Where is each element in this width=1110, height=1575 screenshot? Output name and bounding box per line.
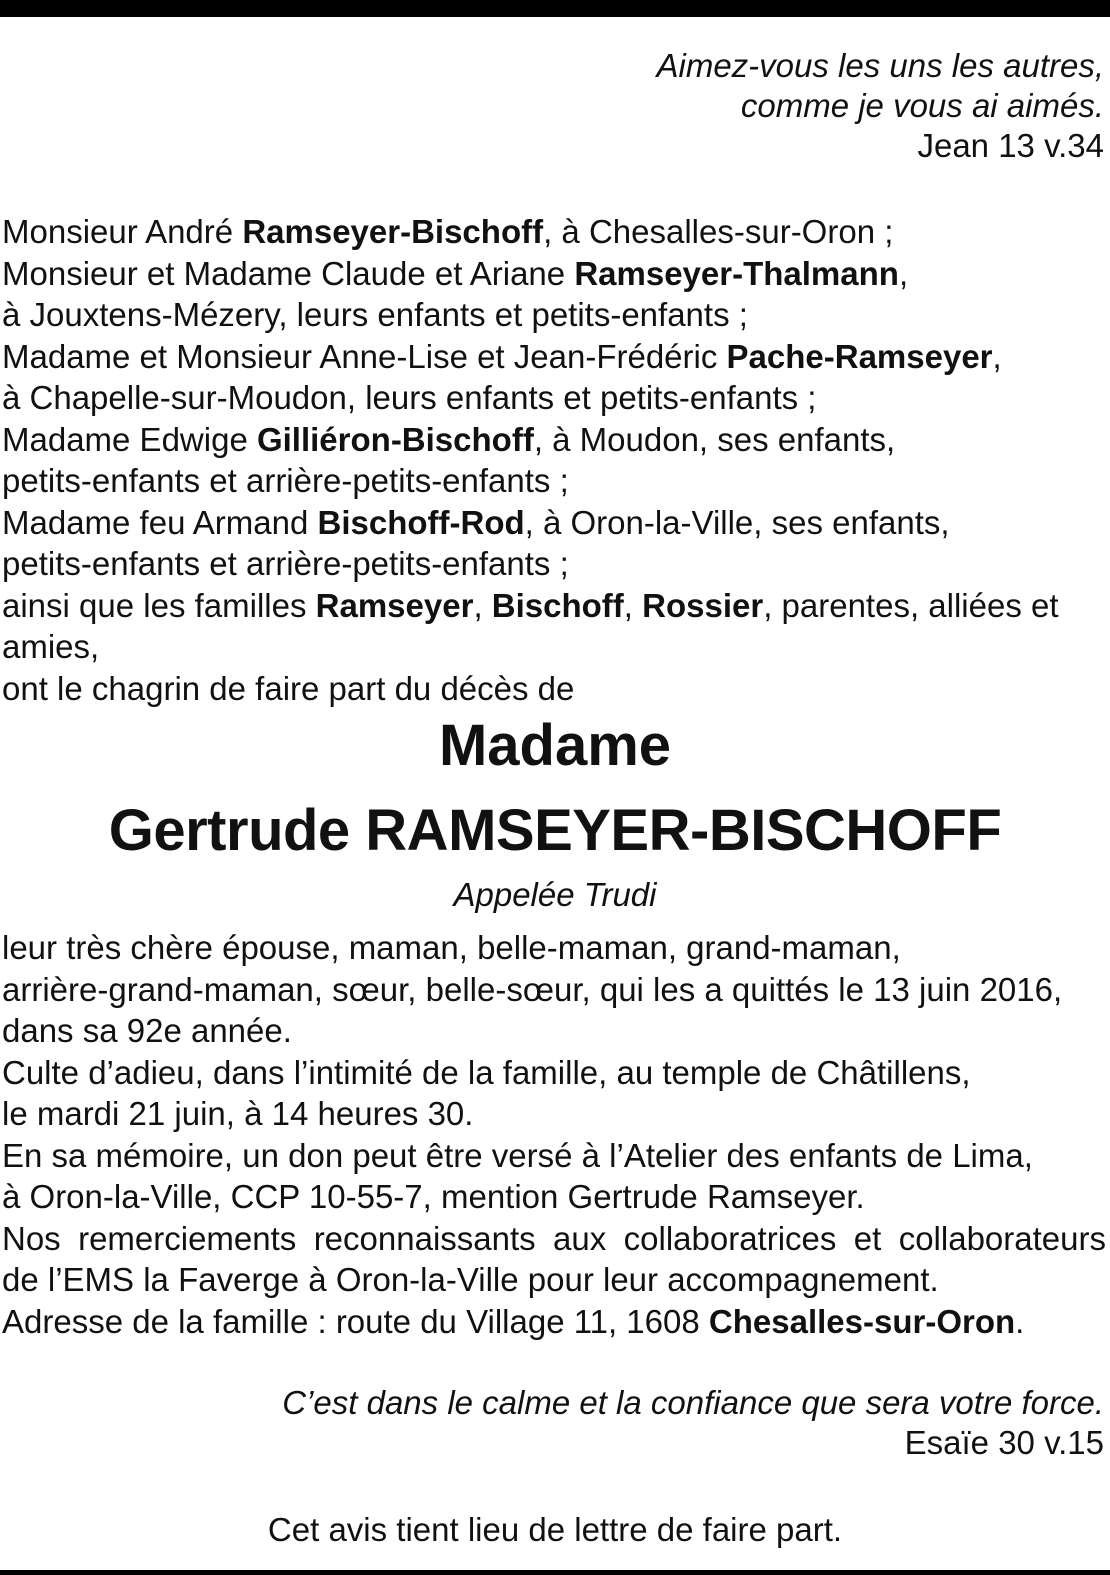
family-name-bold: Ramseyer-Bischoff [242,213,544,250]
family-name-bold: Bischoff [491,586,624,624]
body-line-2: arrière-grand-maman, sœur, belle-sœur, qui les a quittés le 13 juin 2016, [2,970,1063,1008]
text: , à Moudon, ses enfants, [533,420,896,458]
epigraph-top [656,46,1104,166]
text: ainsi que les familles [2,586,316,624]
family-line-9: petits-enfants et arrière-petits-enfants ; [2,545,569,582]
notice-body [2,927,1106,1342]
body-line-7: à Oron-la-Ville, CCP 10-55-7, mention Gertrude Ramseyer. [2,1178,865,1215]
family-announcement [2,211,1106,709]
epigraph-top-reference: Jean 13 v.34 [917,127,1104,164]
family-name-bold: Ramseyer [315,586,474,624]
body-line-8: Nos remerciements reconnaissants aux collaboratrices et collaborateurs [2,1219,1106,1257]
text: , à Oron-la-Ville, ses enfants, [524,503,950,541]
epigraph-bottom-line-1: C’est dans le calme et la confiance que sera votre force. [282,1384,1104,1421]
body-line-5: le mardi 21 juin, à 14 heures 30. [2,1095,474,1132]
family-line-11: amies, [2,628,100,665]
epigraph-bottom [282,1383,1104,1463]
deceased-honorific: Madame [438,713,672,778]
text: Madame et Monsieur Anne-Lise et Jean-Frédéric [2,337,727,375]
text: Adresse de la famille : route du Village 11, 1608 [2,1302,709,1340]
family-line-3: à Jouxtens-Mézery, leurs enfants et petits-enfants ; [2,296,748,333]
family-name-bold: Pache-Ramseyer [726,337,993,375]
family-line-6 [2,419,1106,461]
body-line-4: Culte d’adieu, dans l’intimité de la famille, au temple de Châtillens, [2,1053,971,1091]
family-line-7: petits-enfants et arrière-petits-enfants ; [2,462,569,499]
text: , [473,586,492,624]
text: , [623,586,643,624]
text: Madame Edwige [2,420,257,458]
epigraph-bottom-reference: Esaïe 30 v.15 [904,1424,1104,1461]
text: Madame feu Armand [2,503,318,541]
text: , parentes, alliées et [763,586,1059,624]
family-name-bold: Bischoff-Rod [317,503,525,541]
family-line-8 [2,502,1106,544]
deceased-name: Gertrude RAMSEYER-BISCHOFF [108,798,1002,863]
text: , [898,254,909,292]
epigraph-top-line-2: comme je vous ai aimés. [740,87,1104,124]
family-name-bold: Ramseyer-Thalmann [574,254,899,292]
family-name-bold: Gilliéron-Bischoff [256,420,534,458]
text: Monsieur et Madame Claude et Ariane [2,254,575,292]
body-line-10 [2,1301,1106,1343]
top-border-rule [0,0,1110,17]
family-line-10 [2,585,1106,627]
body-line-1: leur très chère épouse, maman, belle-maman, grand-maman, [2,929,901,966]
closing-note: Cet avis tient lieu de lettre de faire part. [267,1511,843,1548]
deceased-nickname: Appelée Trudi [453,876,657,913]
bottom-border-rule [0,1570,1110,1575]
body-line-3: dans sa 92e année. [2,1012,292,1049]
family-line-5: à Chapelle-sur-Moudon, leurs enfants et petits-enfants ; [2,379,817,416]
address-town-bold: Chesalles-sur-Oron [708,1302,1016,1340]
family-name-bold: Rossier [642,586,764,624]
text: . [1015,1302,1025,1340]
body-line-6: En sa mémoire, un don peut être versé à l’Atelier des enfants de Lima, [2,1136,1033,1174]
text: Monsieur André [2,213,243,250]
text: , à Chesalles-sur-Oron ; [543,213,894,250]
text: , [992,337,1002,375]
family-line-4 [2,336,1106,378]
epigraph-top-line-1: Aimez-vous les uns les autres, [656,47,1104,84]
family-line-2 [2,253,1106,295]
body-line-9: de l’EMS la Faverge à Oron-la-Ville pour leur accompagnement. [2,1261,939,1298]
family-line-12: ont le chagrin de faire part du décès de [2,669,575,707]
family-line-1 [2,211,1106,253]
